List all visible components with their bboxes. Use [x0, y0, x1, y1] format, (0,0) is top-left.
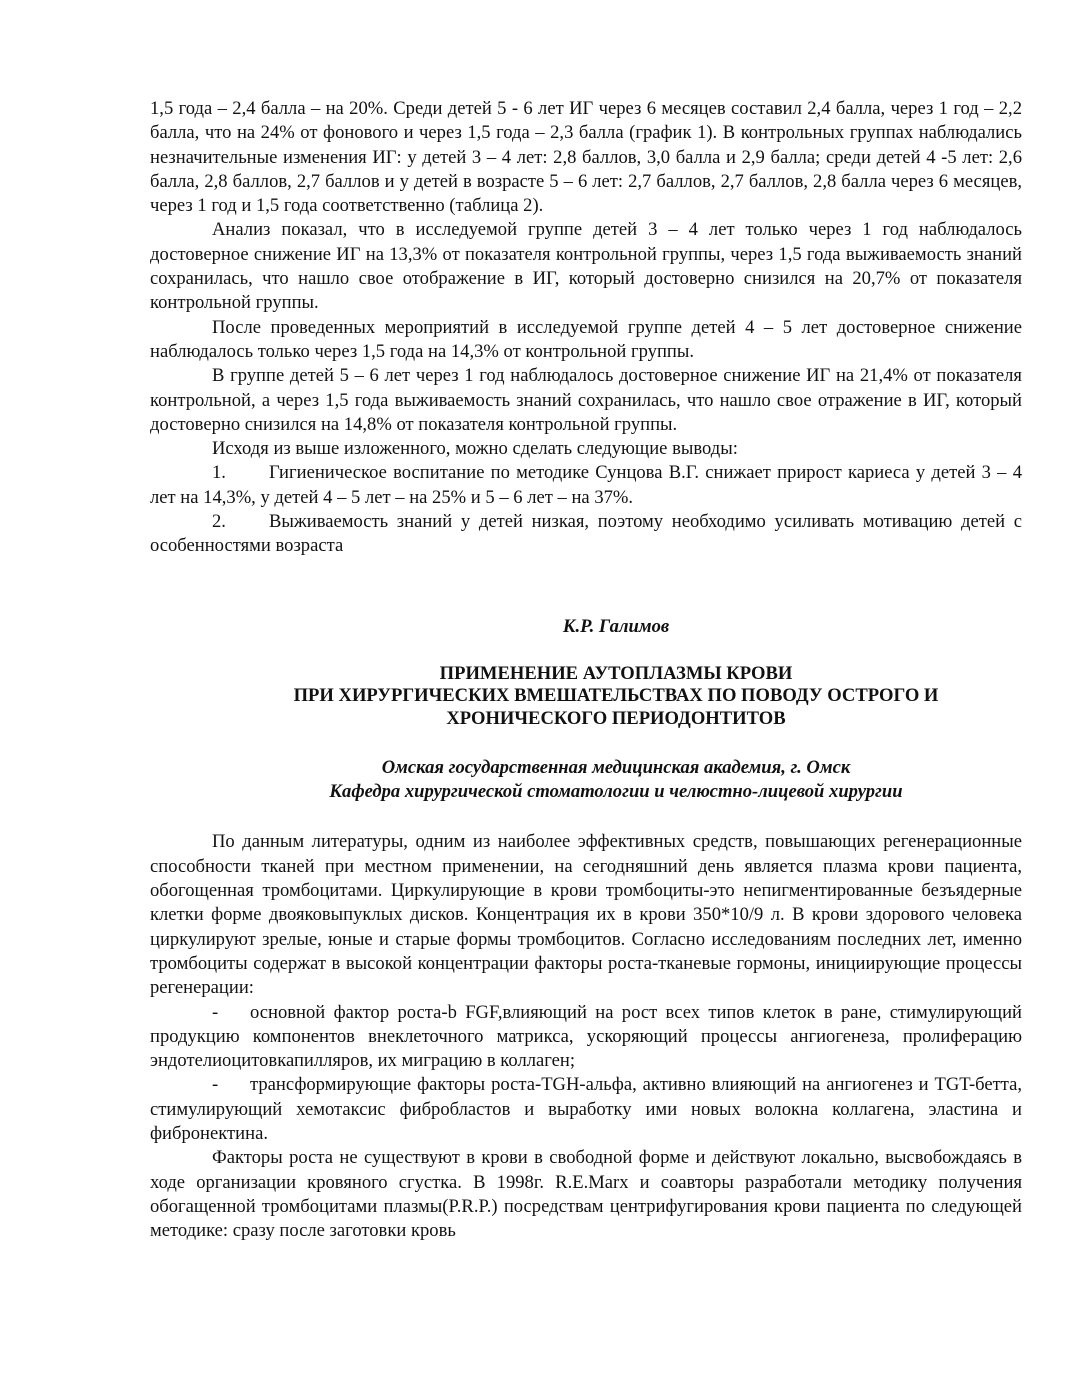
paragraph: 1,5 года – 2,4 балла – на 20%. Среди детей 5 - 6 лет ИГ через 6 месяцев составил 2,4 балла, через 1 год – 2,2 балла, что на 24% от фонового и через 1,5 года – 2,3 балла (график 1). В контрольных группах наблюдались незначительные изменения ИГ: у детей 3 – 4 лет: 2,8 баллов, 3,0 балла и 2,9 балла; среди детей 4 -5 лет: 2,6 балла, 2,8 баллов, 2,7 баллов и у детей в возрасте 5 – 6 лет: 2,7 баллов, 2,7 баллов, 2,8 балла через 6 месяцев, через 1 год и 1,5 года соответственно (таблица 2).	[150, 98, 1022, 217]
title-line: ХРОНИЧЕСКОГО ПЕРИОДОНТИТОВ	[446, 707, 786, 729]
affiliation-line: Кафедра хирургической стоматологии и челюстно-лицевой хирургии	[329, 781, 903, 803]
title-line: ПРИМЕНЕНИЕ АУТОПЛАЗМЫ КРОВИ	[439, 662, 793, 684]
list-text: Гигиеническое воспитание по методике Сунцова В.Г. снижает прирост кариеса у детей 3 – 4 лет на 14,3%, у детей 4 – 5 лет – на 25% и 5 – 6 лет – на 37%.	[150, 462, 1022, 508]
article-title	[150, 663, 1022, 731]
article-affiliation	[150, 756, 1022, 804]
list-number: 2.	[212, 511, 226, 533]
conclusion-item-2	[150, 510, 1022, 559]
bullet-text: основной фактор роста-b FGF,влияющий на рост всех типов клеток в ране, стимулирующий продукцию компонентов внеклеточного матрикса, ускоряющий процессы ангиогенеза, пролиферацию эндотелиоцитовкапилляров, их миграцию в коллаген;	[150, 1001, 1022, 1072]
title-line: ПРИ ХИРУРГИЧЕСКИХ ВМЕШАТЕЛЬСТВАХ ПО ПОВОДУ ОСТРОГО И	[293, 685, 939, 707]
article-body	[150, 830, 1022, 1243]
paragraph: В группе детей 5 – 6 лет через 1 год наблюдалось достоверное снижение ИГ на 21,4% от показателя контрольной, а через 1,5 года выживаемость знаний сохранилась, что нашло свое отражение в ИГ, который достоверно снизился на 14,8% от показателя контрольной группы.	[150, 365, 1022, 435]
paragraph: Факторы роста не существуют в крови в свободной форме и действуют локально, высвобождаясь в ходе организации кровяного сгустка. В 1998г. R.E.Marx и соавторы разработали методику получения обогащенной тромбоцитами плазмы(P.R.P.) посредствам центрифугирования крови пациента по следующей методике: сразу после заготовки кровь	[150, 1147, 1022, 1242]
conclusion-item-1	[150, 461, 1022, 510]
affiliation-line: Омская государственная медицинская академия, г. Омск	[381, 757, 851, 779]
bullet-text: трансформирующие факторы роста-TGH-альфа, активно влияющий на ангиогенез и TGT-бетта, стимулирующий хемотаксис фибробластов и выработку ими новых волокна коллагена, эластина и фибронектина.	[150, 1074, 1022, 1144]
bullet-dash: -	[212, 1001, 219, 1023]
document-page	[150, 97, 1022, 1243]
bullet-item	[150, 1073, 1022, 1146]
article-author: К.Р. Галимов	[562, 615, 670, 637]
paragraph: После проведенных мероприятий в исследуемой группе детей 4 – 5 лет достоверное снижение наблюдалось только через 1,5 года на 14,3% от контрольной группы.	[150, 316, 1022, 362]
paragraph: По данным литературы, одним из наиболее эффективных средств, повышающих регенерационные способности тканей при местном применении, на сегодняшний день является плазма крови пациента, обогощенная тромбоцитами. Циркулирующие в крови тромбоциты-это непигментированные безъядерные клетки форме двояковыпуклых дисков. Концентрация их в крови 350*10/9 л. В крови здорового человека циркулируют зрелые, юные и старые формы тромбоцитов. Согласно исследованиям последних лет, именно тромбоциты содержат в высокой концентрации факторы роста-тканевые гормоны, инициирующие процессы регенерации:	[150, 831, 1022, 999]
list-number: 1.	[212, 462, 226, 484]
bullet-dash: -	[212, 1074, 219, 1096]
paragraph: Исходя из выше изложенного, можно сделать следующие выводы:	[212, 438, 738, 460]
bullet-item	[150, 1001, 1022, 1074]
paragraph: Анализ показал, что в исследуемой группе детей 3 – 4 лет только через 1 год наблюдалось достоверное снижение ИГ на 13,3% от показателя контрольной группы, через 1,5 года выживаемость знаний сохранилась, что нашло свое отображение в ИГ, который достоверно снизился на 20,7% от показателя контрольной группы.	[150, 219, 1022, 314]
list-text: Выживаемость знаний у детей низкая, поэтому необходимо усиливать мотивацию детей с особенностями возраста	[150, 511, 1022, 557]
